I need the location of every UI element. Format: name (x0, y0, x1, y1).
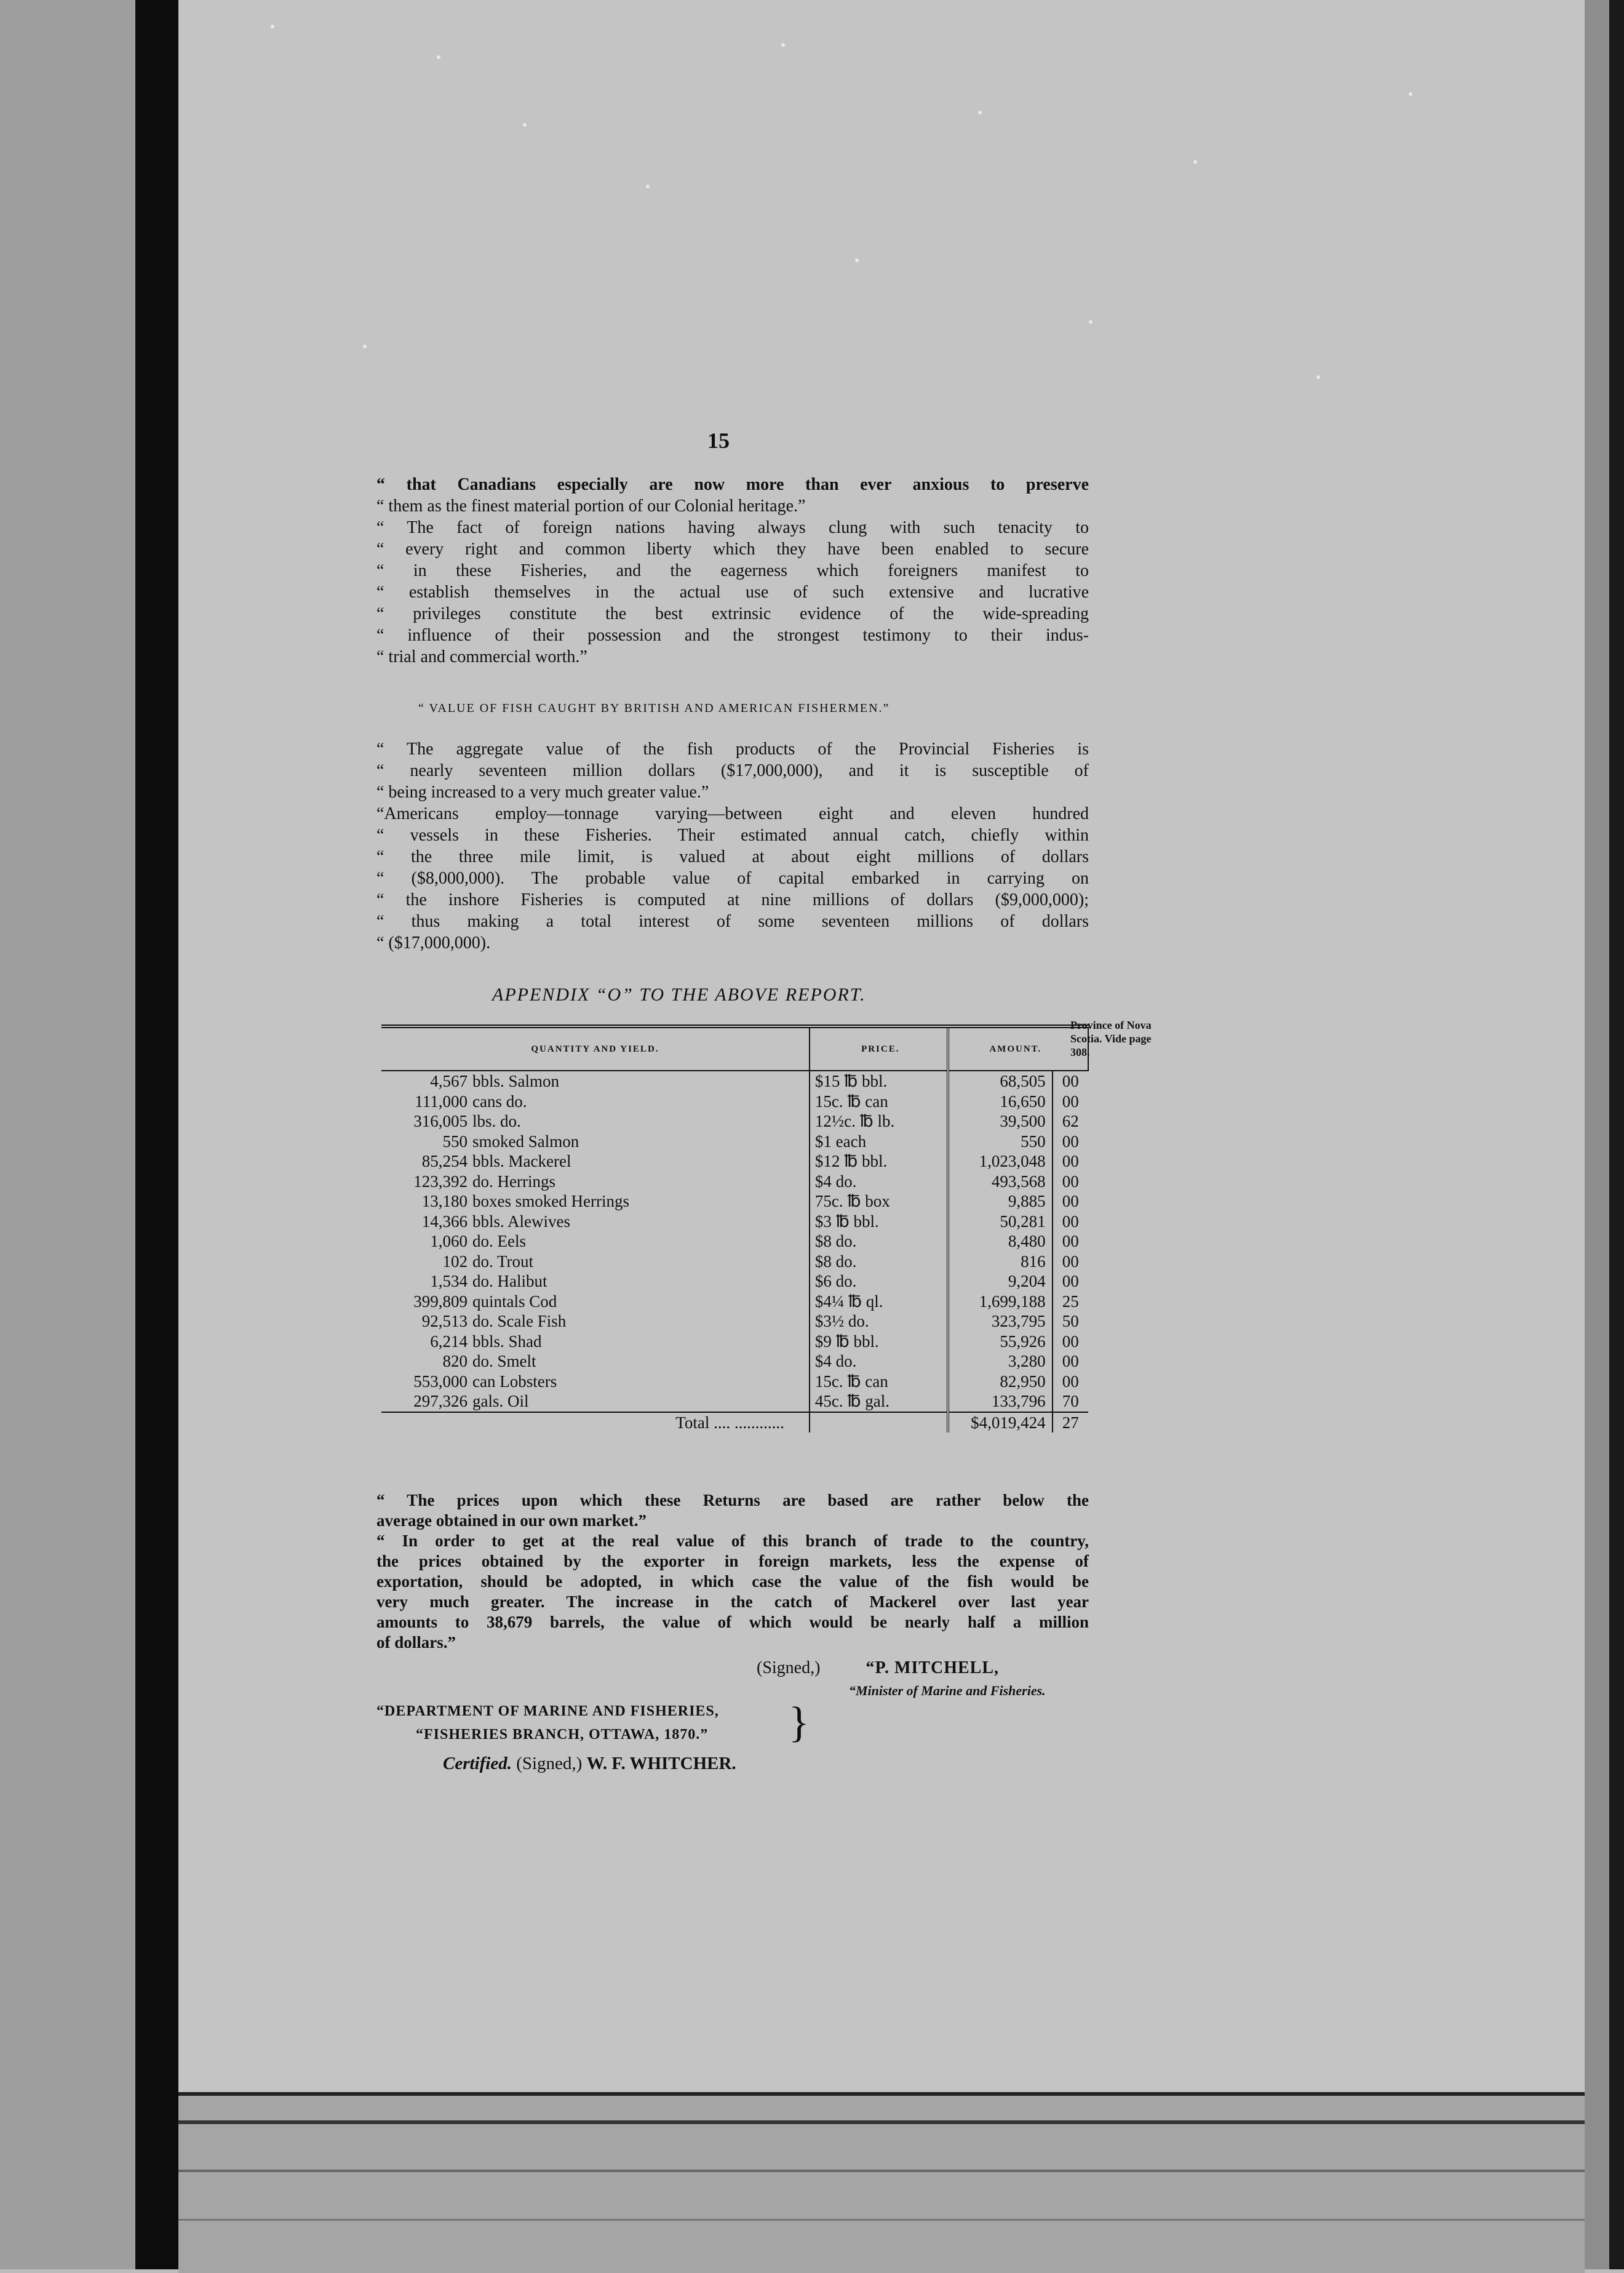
price-cell: $6 do. (810, 1271, 948, 1292)
quantity-cell (381, 1132, 810, 1152)
scan-bottom-edge (178, 2092, 1585, 2273)
text-line: average obtained in our own market.” (376, 1511, 647, 1530)
quantity-cell (381, 1172, 810, 1192)
item-name: do. Smelt (472, 1352, 536, 1370)
quantity-cell (381, 1191, 810, 1212)
cents-cell: 00 (1062, 1072, 1079, 1090)
section-heading: “ VALUE OF FISH CAUGHT BY BRITISH AND AMERICAN FISHERMEN.” (418, 701, 890, 715)
quantity-value: 85,254 (421, 1152, 468, 1170)
certified-label: Certified. (443, 1754, 512, 1773)
brace-symbol: } (789, 1699, 810, 1746)
cents-cell: 70 (1062, 1392, 1079, 1410)
text-line: “ privileges constitute the best extrinsic evidence of the wide-spreading (376, 604, 1089, 623)
price-cell: 15c. ℔ can (810, 1372, 948, 1392)
table-row (381, 1372, 1088, 1392)
text-line: “ The fact of foreign nations having always clung with such tenacity to (376, 518, 1089, 537)
quantity-cell (381, 1111, 810, 1132)
item-name: bbls. Shad (472, 1332, 542, 1351)
quantity-cell (381, 1212, 810, 1232)
quantity-cell (381, 1092, 810, 1112)
table-row (381, 1172, 1088, 1192)
item-name: quintals Cod (472, 1292, 557, 1311)
text-line: “ influence of their possession and the strongest testimony to their indus- (376, 626, 1089, 645)
text-line: “ The prices upon which these Returns are based are rather below the (376, 1491, 1089, 1509)
quote-paragraph (376, 474, 1089, 668)
quantity-cell (381, 1151, 810, 1172)
text-line: “ that Canadians especially are now more than ever anxious to preserve (376, 475, 1089, 494)
cents-cell: 00 (1062, 1252, 1079, 1271)
quantity-value: 4,567 (430, 1072, 468, 1090)
quantity-cell (381, 1292, 810, 1312)
cents-cell: 00 (1062, 1172, 1079, 1191)
signatory-title: “Minister of Marine and Fisheries. (849, 1683, 1046, 1698)
quantity-value: 550 (442, 1132, 468, 1151)
amount-cell: 68,505 (948, 1071, 1053, 1092)
cents-cell: 00 (1062, 1152, 1079, 1170)
amount-cell: 55,926 (948, 1332, 1053, 1352)
cents-cell: 25 (1062, 1292, 1079, 1311)
scan-right-margin (1585, 0, 1609, 2269)
price-cell: $15 ℔ bbl. (810, 1071, 948, 1092)
table-row (381, 1351, 1088, 1372)
table-row (381, 1332, 1088, 1352)
item-name: lbs. do. (472, 1112, 521, 1130)
amount-cell: 1,699,188 (948, 1292, 1053, 1312)
quantity-value: 92,513 (421, 1312, 468, 1330)
cents-cell: 00 (1062, 1372, 1079, 1391)
amount-cell: 133,796 (948, 1391, 1053, 1412)
price-cell: $3 ℔ bbl. (810, 1212, 948, 1232)
text-line: “ In order to get at the real value of this branch of trade to the country, (376, 1532, 1089, 1550)
signature-line (757, 1658, 999, 1678)
price-cell: 12½c. ℔ lb. (810, 1111, 948, 1132)
text-line: amounts to 38,679 barrels, the value of which would be nearly half a million (376, 1613, 1089, 1631)
text-line: “ ($8,000,000). The probable value of capital embarked in carrying on (376, 869, 1089, 888)
quantity-value: 102 (442, 1252, 468, 1271)
text-line: “ ($17,000,000). (376, 933, 491, 953)
item-name: bbls. Mackerel (472, 1152, 571, 1170)
text-line: “Americans employ—tonnage varying—between eight and eleven hundred (376, 804, 1089, 823)
amount-cell: 816 (948, 1252, 1053, 1272)
table-row (381, 1151, 1088, 1172)
total-row (381, 1412, 1088, 1433)
cents-cell: 50 (1062, 1312, 1079, 1330)
price-cell: $8 do. (810, 1231, 948, 1252)
price-cell: 45c. ℔ gal. (810, 1391, 948, 1412)
header-quantity: QUANTITY AND YIELD. (381, 1026, 810, 1071)
quantity-cell (381, 1071, 810, 1092)
price-cell: $9 ℔ bbl. (810, 1332, 948, 1352)
price-cell: 75c. ℔ box (810, 1191, 948, 1212)
quantity-value: 297,326 (413, 1392, 468, 1410)
text-line: “ the inshore Fisheries is computed at nine millions of dollars ($9,000,000); (376, 890, 1089, 909)
quantity-value: 1,534 (430, 1272, 468, 1290)
quantity-value: 553,000 (413, 1372, 468, 1391)
item-name: boxes smoked Herrings (472, 1192, 629, 1210)
scan-binding-edge (135, 0, 178, 2269)
header-price: PRICE. (810, 1026, 948, 1071)
item-name: do. Herrings (472, 1172, 555, 1191)
amount-cell: 8,480 (948, 1231, 1053, 1252)
text-line: “ them as the finest material portion of our Colonial heritage.” (376, 497, 806, 516)
price-cell: $1 each (810, 1132, 948, 1152)
scan-right-edge (1609, 0, 1624, 2269)
certifier-name: W. F. WHITCHER. (586, 1754, 736, 1773)
price-cell: $12 ℔ bbl. (810, 1151, 948, 1172)
price-cell: $8 do. (810, 1252, 948, 1272)
text-line: “ every right and common liberty which they have been enabled to secure (376, 540, 1089, 559)
total-label: Total .... ............ (381, 1412, 810, 1433)
table-body (381, 1071, 1088, 1412)
amount-cell: 1,023,048 (948, 1151, 1053, 1172)
quantity-value: 6,214 (430, 1332, 468, 1351)
item-name: gals. Oil (472, 1392, 529, 1410)
cents-cell: 00 (1062, 1352, 1079, 1370)
amount-cell: 3,280 (948, 1351, 1053, 1372)
price-cell: $4 do. (810, 1351, 948, 1372)
item-name: bbls. Salmon (472, 1072, 560, 1090)
price-cell: $4¼ ℔ ql. (810, 1292, 948, 1312)
appendix-title: APPENDIX “O” TO THE ABOVE REPORT. (492, 985, 866, 1005)
table-row (381, 1191, 1088, 1212)
page-number: 15 (707, 428, 730, 453)
margin-note: Province of Nova Scotia. Vide page 308. (1070, 1019, 1152, 1058)
text-line: “ trial and commercial worth.” (376, 647, 587, 666)
text-line: of dollars.” (376, 1633, 456, 1652)
amount-cell: 50,281 (948, 1212, 1053, 1232)
department-line-1: “DEPARTMENT OF MARINE AND FISHERIES, (376, 1703, 719, 1719)
item-name: smoked Salmon (472, 1132, 579, 1151)
table-row (381, 1292, 1088, 1312)
text-line: “ vessels in these Fisheries. Their estimated annual catch, chiefly within (376, 826, 1089, 845)
total-cents: 27 (1053, 1412, 1088, 1433)
text-line: “ nearly seventeen million dollars ($17,000,000), and it is susceptible of (376, 761, 1089, 780)
total-amount: $4,019,424 (948, 1412, 1053, 1433)
table-row (381, 1132, 1088, 1152)
quantity-cell (381, 1252, 810, 1272)
amount-cell: 550 (948, 1132, 1053, 1152)
item-name: do. Eels (472, 1232, 526, 1250)
quantity-cell (381, 1372, 810, 1392)
item-name: do. Scale Fish (472, 1312, 567, 1330)
cents-cell: 00 (1062, 1332, 1079, 1351)
amount-cell: 16,650 (948, 1092, 1053, 1112)
quantity-value: 316,005 (413, 1112, 468, 1130)
text-line: “ the three mile limit, is valued at about eight millions of dollars (376, 847, 1089, 866)
quantity-cell (381, 1391, 810, 1412)
text-line: the prices obtained by the exporter in foreign markets, less the expense of (376, 1552, 1089, 1570)
text-line: “ The aggregate value of the fish products of the Provincial Fisheries is (376, 740, 1089, 759)
quantity-cell (381, 1351, 810, 1372)
text-line: “ being increased to a very much greater value.” (376, 783, 709, 802)
item-name: do. Halibut (472, 1272, 547, 1290)
header-amount: AMOUNT. (948, 1026, 1088, 1071)
table-row (381, 1311, 1088, 1332)
closing-paragraph (376, 1490, 1089, 1653)
amount-cell: 82,950 (948, 1372, 1053, 1392)
signatory-name: “P. MITCHELL, (866, 1658, 999, 1677)
fish-value-table (381, 1025, 1089, 1432)
amount-cell: 39,500 (948, 1111, 1053, 1132)
table-row (381, 1071, 1088, 1092)
scan-left-margin (0, 0, 135, 2269)
signed-mark: (Signed,) (757, 1658, 821, 1677)
table-row (381, 1391, 1088, 1412)
table-row (381, 1212, 1088, 1232)
value-paragraph (376, 738, 1089, 954)
item-name: cans do. (472, 1092, 527, 1111)
quantity-value: 111,000 (415, 1092, 468, 1111)
table-row (381, 1111, 1088, 1132)
amount-cell: 9,204 (948, 1271, 1053, 1292)
price-cell: $3½ do. (810, 1311, 948, 1332)
quantity-cell (381, 1311, 810, 1332)
table-row (381, 1092, 1088, 1112)
item-name: bbls. Alewives (472, 1212, 570, 1231)
certification-line (443, 1754, 736, 1774)
quantity-value: 1,060 (430, 1232, 468, 1250)
cents-cell: 00 (1062, 1092, 1079, 1111)
total-price-cell (810, 1412, 948, 1433)
price-cell: $4 do. (810, 1172, 948, 1192)
cents-cell: 00 (1062, 1272, 1079, 1290)
item-name: can Lobsters (472, 1372, 557, 1391)
quantity-value: 13,180 (421, 1192, 468, 1210)
department-line-2: “FISHERIES BRANCH, OTTAWA, 1870.” (416, 1727, 709, 1743)
quantity-value: 820 (442, 1352, 468, 1370)
table-header-row (381, 1026, 1088, 1071)
cents-cell: 00 (1062, 1132, 1079, 1151)
text-line: “ in these Fisheries, and the eagerness which foreigners manifest to (376, 561, 1089, 580)
quantity-cell (381, 1332, 810, 1352)
text-line: “ establish themselves in the actual use of such extensive and lucrative (376, 583, 1089, 602)
amount-cell: 323,795 (948, 1311, 1053, 1332)
quantity-cell (381, 1271, 810, 1292)
quantity-cell (381, 1231, 810, 1252)
table-row (381, 1252, 1088, 1272)
item-name: do. Trout (472, 1252, 534, 1271)
amount-cell: 493,568 (948, 1172, 1053, 1192)
price-cell: 15c. ℔ can (810, 1092, 948, 1112)
cents-cell: 62 (1062, 1112, 1079, 1130)
text-line: very much greater. The increase in the catch of Mackerel over last year (376, 1592, 1089, 1611)
text-line: “ thus making a total interest of some seventeen millions of dollars (376, 912, 1089, 931)
certified-signed: (Signed,) (516, 1754, 583, 1773)
table-row (381, 1271, 1088, 1292)
cents-cell: 00 (1062, 1192, 1079, 1210)
cents-cell: 00 (1062, 1232, 1079, 1250)
table-row (381, 1231, 1088, 1252)
text-line: exportation, should be adopted, in which case the value of the fish would be (376, 1572, 1089, 1591)
quantity-value: 123,392 (413, 1172, 468, 1191)
quantity-value: 399,809 (413, 1292, 468, 1311)
quantity-value: 14,366 (421, 1212, 468, 1231)
amount-cell: 9,885 (948, 1191, 1053, 1212)
cents-cell: 00 (1062, 1212, 1079, 1231)
